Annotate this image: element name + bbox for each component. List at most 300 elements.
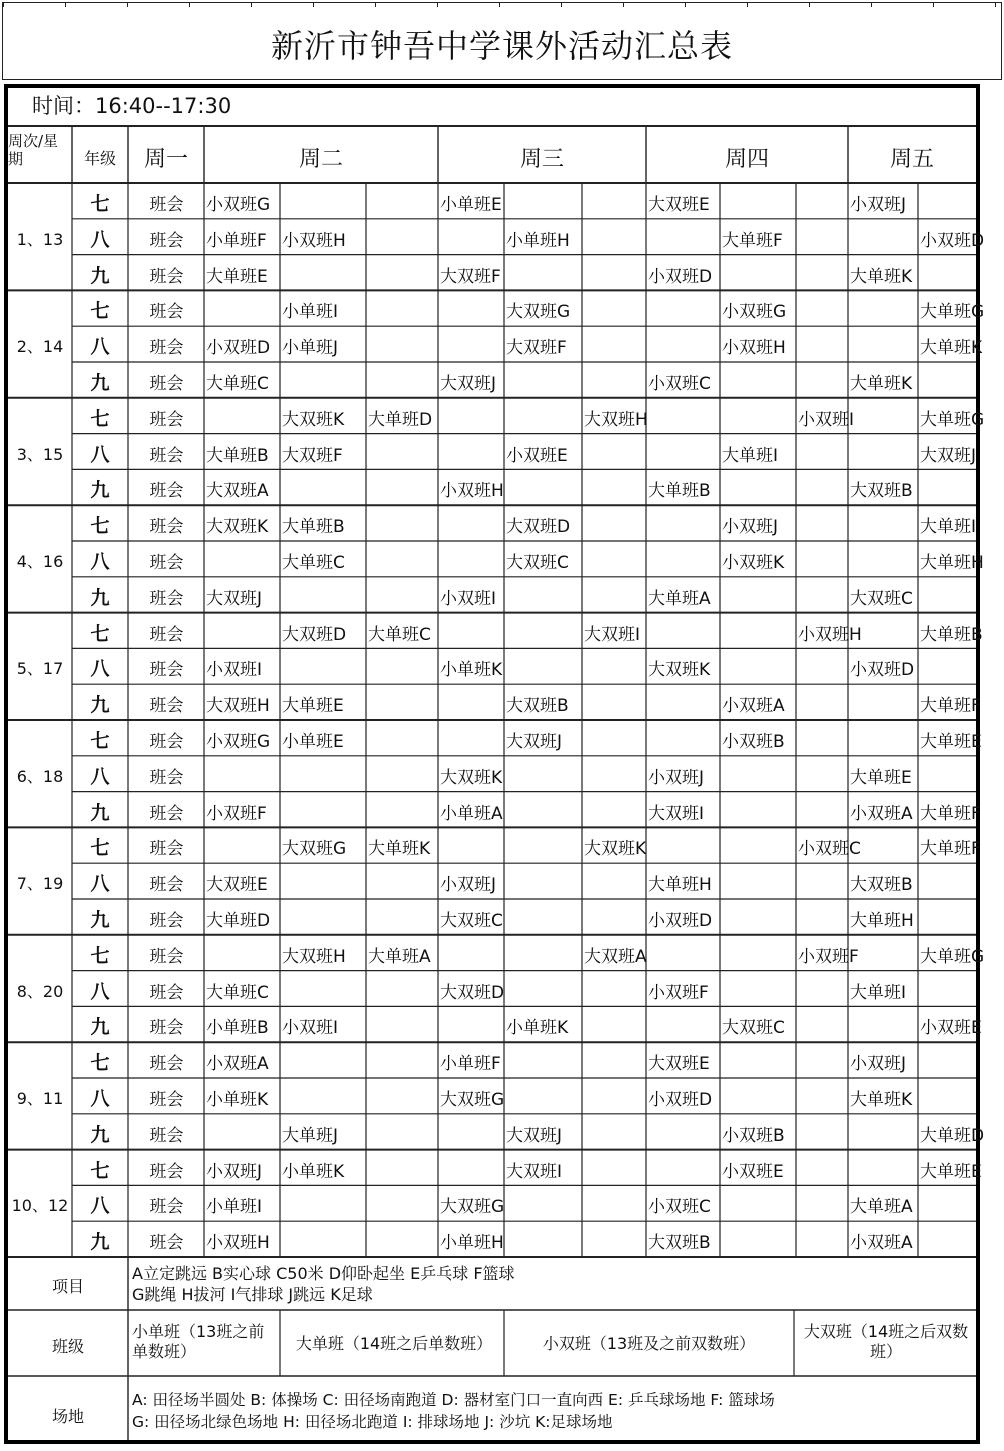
grade-cell: 八	[90, 443, 110, 466]
activity-cell	[850, 405, 917, 433]
activity-cell	[206, 297, 279, 325]
activity-cell: 大单班B	[920, 624, 983, 645]
activity-cell: 大双班D	[440, 982, 505, 1003]
activity-cell: 大单班I	[920, 517, 977, 538]
activity-cell	[798, 584, 847, 612]
activity-cell	[368, 978, 437, 1006]
activity-cell	[282, 978, 365, 1006]
activity-cell: 大双班J	[920, 445, 977, 466]
activity-cell	[440, 512, 503, 540]
activity-cell	[722, 799, 795, 827]
activity-cell: 大双班H	[584, 409, 648, 430]
activity-cell: 小双班F	[648, 982, 709, 1003]
activity-cell	[584, 297, 645, 325]
time-label: 时间：16:40--17:30	[32, 94, 232, 118]
activity-cell	[850, 297, 917, 325]
activity-cell	[798, 333, 847, 361]
activity-cell	[368, 297, 437, 325]
grade-cell: 七	[90, 622, 110, 645]
class-meeting-cell: 班会	[149, 1161, 184, 1182]
class-meeting-cell: 班会	[149, 839, 184, 860]
activity-cell	[850, 333, 917, 361]
top-ruler	[3, 3, 1001, 7]
activity-cell: 小双班D	[920, 230, 985, 251]
grade-cell: 九	[90, 1016, 110, 1039]
activity-cell	[368, 1192, 437, 1220]
activity-cell	[282, 799, 365, 827]
activity-cell	[282, 870, 365, 898]
activity-cell	[584, 1013, 645, 1041]
week-label: 1、13	[16, 229, 64, 249]
activity-cell	[798, 978, 847, 1006]
activity-cell	[920, 870, 975, 898]
activity-cell: 小单班F	[440, 1054, 501, 1075]
activity-cell: 小双班D	[648, 911, 713, 931]
grade-cell: 九	[90, 479, 110, 502]
activity-cell: 大单班F	[920, 696, 981, 717]
activity-cell	[368, 1121, 437, 1149]
grade-cell: 八	[90, 1195, 110, 1218]
activity-cell: 大单班H	[648, 875, 712, 896]
activity-cell	[584, 1121, 645, 1149]
grade-cell: 八	[90, 765, 110, 788]
activity-cell	[798, 441, 847, 469]
activity-cell	[920, 906, 975, 934]
grade-cell: 九	[90, 586, 110, 609]
activity-cell: 小双班E	[722, 1161, 784, 1182]
activity-cell	[722, 584, 795, 612]
grade-cell: 七	[90, 515, 110, 538]
activity-cell: 大双班J	[506, 1125, 563, 1146]
activity-cell	[798, 262, 847, 290]
activity-cell: 小双班A	[206, 1054, 269, 1075]
activity-cell: 小双班A	[850, 1233, 913, 1254]
activity-cell: 大单班F	[722, 230, 783, 251]
class-meeting-cell: 班会	[149, 1018, 184, 1039]
activity-cell: 小单班F	[206, 230, 267, 251]
activity-cell: 小双班F	[798, 946, 859, 967]
grade-cell: 九	[90, 801, 110, 824]
activity-cell: 小双班J	[722, 517, 779, 538]
activity-cell	[648, 1013, 719, 1041]
activity-cell	[722, 1085, 795, 1113]
activity-cell	[798, 1157, 847, 1185]
activity-cell: 大双班B	[850, 481, 913, 502]
footer-items-label: 项目	[51, 1277, 84, 1296]
activity-cell	[722, 978, 795, 1006]
week-label: 2、14	[16, 337, 64, 357]
activity-cell	[920, 655, 975, 683]
activity-cell: 小双班J	[850, 1054, 907, 1075]
grade-cell: 七	[90, 193, 110, 215]
activity-cell	[722, 942, 795, 970]
activity-cell	[368, 190, 437, 218]
class-meeting-cell: 班会	[149, 982, 184, 1003]
activity-cell	[722, 620, 795, 648]
week-label: 10、12	[11, 1196, 69, 1216]
activity-cell	[206, 405, 279, 433]
activity-cell: 小单班K	[506, 1018, 569, 1039]
activity-cell: 大单班E	[206, 266, 268, 287]
activity-cell: 大双班C	[440, 911, 503, 931]
activity-cell	[920, 978, 975, 1006]
activity-cell	[798, 190, 847, 218]
activity-cell	[722, 369, 795, 397]
activity-cell: 小双班H	[722, 338, 786, 359]
grade-cell: 八	[90, 551, 110, 573]
activity-cell: 大双班I	[648, 803, 705, 824]
activity-cell	[798, 476, 847, 504]
activity-cell	[282, 584, 365, 612]
activity-cell	[920, 1192, 975, 1220]
activity-cell	[648, 942, 719, 970]
activity-cell: 大单班I	[850, 982, 907, 1003]
activity-cell: 大双班E	[648, 1054, 710, 1075]
activity-cell: 大双班F	[440, 266, 501, 287]
activity-cell: 大双班I	[584, 624, 641, 645]
activity-cell: 大双班C	[722, 1018, 785, 1039]
activity-cell	[920, 584, 975, 612]
activity-cell	[584, 441, 645, 469]
activity-cell	[368, 512, 437, 540]
activity-cell	[506, 978, 581, 1006]
activity-cell	[584, 1157, 645, 1185]
activity-cell	[648, 727, 719, 755]
activity-cell	[506, 834, 581, 862]
activity-cell	[584, 727, 645, 755]
activity-cell	[584, 262, 645, 290]
activity-cell	[206, 548, 279, 576]
activity-cell	[722, 834, 795, 862]
class-meeting-cell: 班会	[149, 1125, 184, 1146]
activity-cell: 大单班C	[368, 624, 431, 645]
class-meeting-cell: 班会	[149, 553, 184, 573]
activity-cell	[648, 620, 719, 648]
activity-cell: 小双班J	[440, 875, 497, 896]
week-label: 4、16	[16, 552, 64, 571]
class-meeting-cell: 班会	[149, 767, 184, 788]
activity-cell	[798, 226, 847, 254]
grade-cell: 七	[90, 407, 110, 430]
activity-cell	[506, 1085, 581, 1113]
activity-cell	[584, 548, 645, 576]
activity-cell	[798, 1192, 847, 1220]
activity-cell	[206, 834, 279, 862]
activity-cell	[368, 1013, 437, 1041]
activity-cell: 大单班B	[282, 517, 345, 538]
activity-cell	[722, 476, 795, 504]
activity-cell	[798, 1013, 847, 1041]
activity-cell: 大单班G	[920, 302, 985, 323]
activity-cell	[920, 1085, 975, 1113]
activity-cell	[850, 727, 917, 755]
activity-cell	[368, 763, 437, 791]
class-meeting-cell: 班会	[149, 732, 184, 752]
grade-cell: 八	[90, 873, 110, 896]
activity-cell	[282, 1049, 365, 1077]
page-title: 新沂市钟吾中学课外活动汇总表	[270, 27, 733, 65]
activity-cell	[506, 942, 581, 970]
activity-cell: 大双班K	[648, 660, 711, 681]
activity-cell	[798, 1049, 847, 1077]
activity-cell	[368, 799, 437, 827]
activity-cell: 小单班H	[440, 1233, 504, 1254]
activity-cell	[920, 1049, 975, 1077]
activity-cell: 小单班K	[282, 1161, 345, 1182]
activity-cell	[850, 1157, 917, 1185]
activity-cell: 大单班H	[850, 911, 914, 931]
activity-cell	[584, 369, 645, 397]
footer-items-line1: A立定跳远 B实心球 C50米 D仰卧起坐 E乒乓球 F篮球	[132, 1264, 515, 1283]
activity-cell	[798, 870, 847, 898]
activity-cell	[584, 978, 645, 1006]
activity-cell: 大双班C	[506, 553, 569, 573]
activity-cell	[206, 763, 279, 791]
grade-cell: 八	[90, 658, 110, 681]
activity-cell: 大单班E	[920, 1161, 982, 1182]
activity-cell	[282, 369, 365, 397]
activity-cell: 大双班A	[206, 481, 269, 502]
activity-cell	[798, 763, 847, 791]
activity-cell	[584, 906, 645, 934]
activity-cell	[584, 512, 645, 540]
activity-cell: 小双班I	[798, 409, 855, 430]
class-meeting-cell: 班会	[149, 374, 184, 394]
activity-cell	[798, 297, 847, 325]
activity-cell: 大单班B	[206, 445, 269, 466]
activity-cell: 小双班D	[206, 338, 271, 359]
activity-cell: 小双班K	[722, 553, 785, 573]
week-label: 6、18	[16, 766, 64, 786]
activity-cell: 大单班A	[648, 588, 711, 609]
activity-cell	[206, 942, 279, 970]
activity-cell: 大单班E	[282, 696, 344, 717]
activity-cell: 大单班K	[850, 374, 913, 394]
activity-cell	[920, 190, 975, 218]
class-meeting-cell: 班会	[149, 660, 184, 681]
activity-cell	[722, 262, 795, 290]
footer-class-big-single: 大单班（14班之后单数班）	[295, 1334, 493, 1353]
activity-cell: 大单班A	[368, 946, 431, 967]
class-meeting-cell: 班会	[149, 1197, 184, 1218]
grade-cell: 九	[90, 909, 110, 931]
activity-cell	[798, 1228, 847, 1256]
activity-cell	[584, 333, 645, 361]
activity-cell: 大单班E	[850, 767, 912, 788]
activity-cell: 小双班F	[206, 803, 267, 824]
activity-cell	[368, 870, 437, 898]
activity-cell	[648, 297, 719, 325]
activity-cell	[368, 1157, 437, 1185]
activity-cell	[440, 548, 503, 576]
activity-cell: 大双班G	[440, 1090, 505, 1110]
activity-cell	[282, 190, 365, 218]
class-meeting-cell: 班会	[149, 946, 184, 967]
activity-cell	[722, 1192, 795, 1220]
activity-cell	[584, 691, 645, 719]
class-meeting-cell: 班会	[149, 266, 184, 287]
week-label: 8、20	[16, 981, 64, 1001]
header-day-mon: 周一	[143, 147, 188, 172]
grade-cell: 八	[90, 980, 110, 1003]
grade-cell: 九	[90, 264, 110, 287]
activity-cell: 小单班I	[206, 1197, 263, 1218]
activity-cell: 大双班F	[282, 445, 343, 466]
footer-items-line2: G跳绳 H拔河 I气排球 J跳远 K足球	[132, 1285, 373, 1304]
header-day-thu: 周四	[724, 147, 769, 172]
activity-cell	[584, 870, 645, 898]
activity-cell	[722, 1049, 795, 1077]
activity-cell: 小双班C	[648, 1197, 711, 1218]
activity-cell	[368, 906, 437, 934]
activity-cell	[368, 1228, 437, 1256]
activity-cell	[850, 620, 917, 648]
class-meeting-cell: 班会	[149, 230, 184, 251]
activity-cell	[368, 548, 437, 576]
class-meeting-cell: 班会	[149, 338, 184, 359]
activity-cell	[368, 1085, 437, 1113]
activity-cell: 大单班A	[850, 1197, 913, 1218]
activity-cell: 大双班K	[584, 839, 647, 860]
class-meeting-cell: 班会	[149, 1233, 184, 1254]
activity-cell: 大双班A	[584, 946, 647, 967]
activity-cell	[440, 297, 503, 325]
activity-cell: 大双班J	[206, 588, 263, 609]
activity-cell: 小双班E	[506, 445, 568, 466]
activity-cell: 小双班J	[206, 1161, 263, 1182]
activity-cell: 大双班H	[282, 946, 346, 967]
grade-cell: 七	[90, 300, 110, 323]
activity-cell	[368, 727, 437, 755]
activity-cell	[368, 369, 437, 397]
week-label: 9、11	[16, 1089, 64, 1108]
activity-cell: 小单班I	[282, 302, 339, 323]
activity-cell	[648, 333, 719, 361]
class-meeting-cell: 班会	[149, 875, 184, 896]
activity-cell	[506, 799, 581, 827]
class-meeting-cell: 班会	[149, 696, 184, 717]
activity-cell: 小双班H	[440, 481, 504, 502]
grade-cell: 八	[90, 336, 110, 359]
activity-cell: 大单班K	[920, 338, 983, 359]
activity-cell: 大单班J	[282, 1125, 339, 1146]
grade-cell: 七	[90, 1052, 110, 1075]
activity-cell: 大双班B	[850, 875, 913, 896]
activity-cell	[648, 834, 719, 862]
class-meeting-cell: 班会	[149, 1090, 184, 1110]
activity-cell: 小双班A	[722, 696, 785, 717]
activity-cell: 小单班H	[506, 230, 570, 251]
activity-cell: 小双班G	[722, 302, 787, 323]
activity-cell	[648, 512, 719, 540]
grade-cell: 八	[90, 1088, 110, 1110]
activity-cell	[440, 405, 503, 433]
activity-cell	[584, 1049, 645, 1077]
activity-cell: 大单班B	[648, 481, 711, 502]
activity-cell	[206, 1121, 279, 1149]
activity-cell: 大单班D	[920, 1125, 985, 1146]
activity-cell	[440, 226, 503, 254]
activity-cell: 大双班E	[206, 875, 268, 896]
activity-cell: 大双班J	[440, 374, 497, 394]
activity-cell: 大双班B	[648, 1233, 711, 1254]
activity-cell: 小双班B	[722, 1125, 785, 1146]
activity-cell	[282, 262, 365, 290]
activity-cell	[506, 584, 581, 612]
activity-cell	[506, 369, 581, 397]
activity-cell: 小单班E	[282, 732, 344, 752]
activity-cell	[282, 1085, 365, 1113]
activity-cell: 大单班G	[920, 409, 985, 430]
activity-cell	[850, 548, 917, 576]
activity-cell: 大单班C	[206, 374, 269, 394]
activity-cell	[722, 906, 795, 934]
footer-class-small-double: 小双班（13班及之前双数班）	[542, 1334, 756, 1353]
activity-cell	[206, 620, 279, 648]
activity-cell	[440, 620, 503, 648]
activity-cell	[798, 548, 847, 576]
activity-cell: 大双班J	[506, 732, 563, 752]
activity-cell	[440, 441, 503, 469]
activity-cell	[648, 1121, 719, 1149]
activity-cell	[282, 906, 365, 934]
activity-cell	[440, 1121, 503, 1149]
activity-cell: 小双班A	[850, 803, 913, 824]
activity-cell	[798, 655, 847, 683]
week-label: 5、17	[16, 659, 64, 679]
class-meeting-cell: 班会	[149, 409, 184, 430]
footer-venue-line1: A: 田径场半圆处 B: 体操场 C: 田径场南跑道 D: 器材室门口一直向西 E: 乒乓球场地 F: 篮球场	[132, 1391, 775, 1409]
activity-cell	[850, 691, 917, 719]
activity-cell	[584, 476, 645, 504]
activity-cell: 小双班H	[798, 624, 862, 645]
activity-cell	[798, 799, 847, 827]
activity-cell	[722, 1228, 795, 1256]
activity-cell	[282, 655, 365, 683]
activity-cell	[722, 405, 795, 433]
activity-cell	[506, 906, 581, 934]
header-day-wed: 周三	[519, 147, 564, 172]
activity-cell	[584, 1085, 645, 1113]
activity-cell: 大单班E	[920, 732, 982, 752]
activity-cell: 小双班G	[206, 732, 271, 752]
class-meeting-cell: 班会	[149, 624, 184, 645]
activity-cell: 大单班D	[368, 409, 433, 430]
activity-cell: 大单班F	[920, 803, 981, 824]
activity-cell: 大单班I	[722, 445, 779, 466]
activity-cell	[368, 441, 437, 469]
activity-cell: 大双班H	[206, 696, 270, 717]
header-day-tue: 周二	[298, 147, 343, 172]
activity-cell	[920, 476, 975, 504]
grade-cell: 七	[90, 1159, 110, 1182]
grade-cell: 七	[90, 944, 110, 967]
activity-cell: 小双班E	[920, 1018, 982, 1039]
grade-cell: 九	[90, 1231, 110, 1254]
activity-cell	[506, 190, 581, 218]
footer-venue-label: 场地	[51, 1407, 84, 1426]
activity-cell	[368, 226, 437, 254]
activity-cell	[506, 262, 581, 290]
activity-cell	[584, 1192, 645, 1220]
activity-cell	[850, 512, 917, 540]
activity-cell: 大单班D	[206, 911, 271, 931]
activity-cell	[584, 1228, 645, 1256]
activity-cell: 小双班D	[648, 266, 713, 287]
activity-cell	[850, 1121, 917, 1149]
activity-cell	[920, 763, 975, 791]
activity-cell: 大单班C	[282, 553, 345, 573]
